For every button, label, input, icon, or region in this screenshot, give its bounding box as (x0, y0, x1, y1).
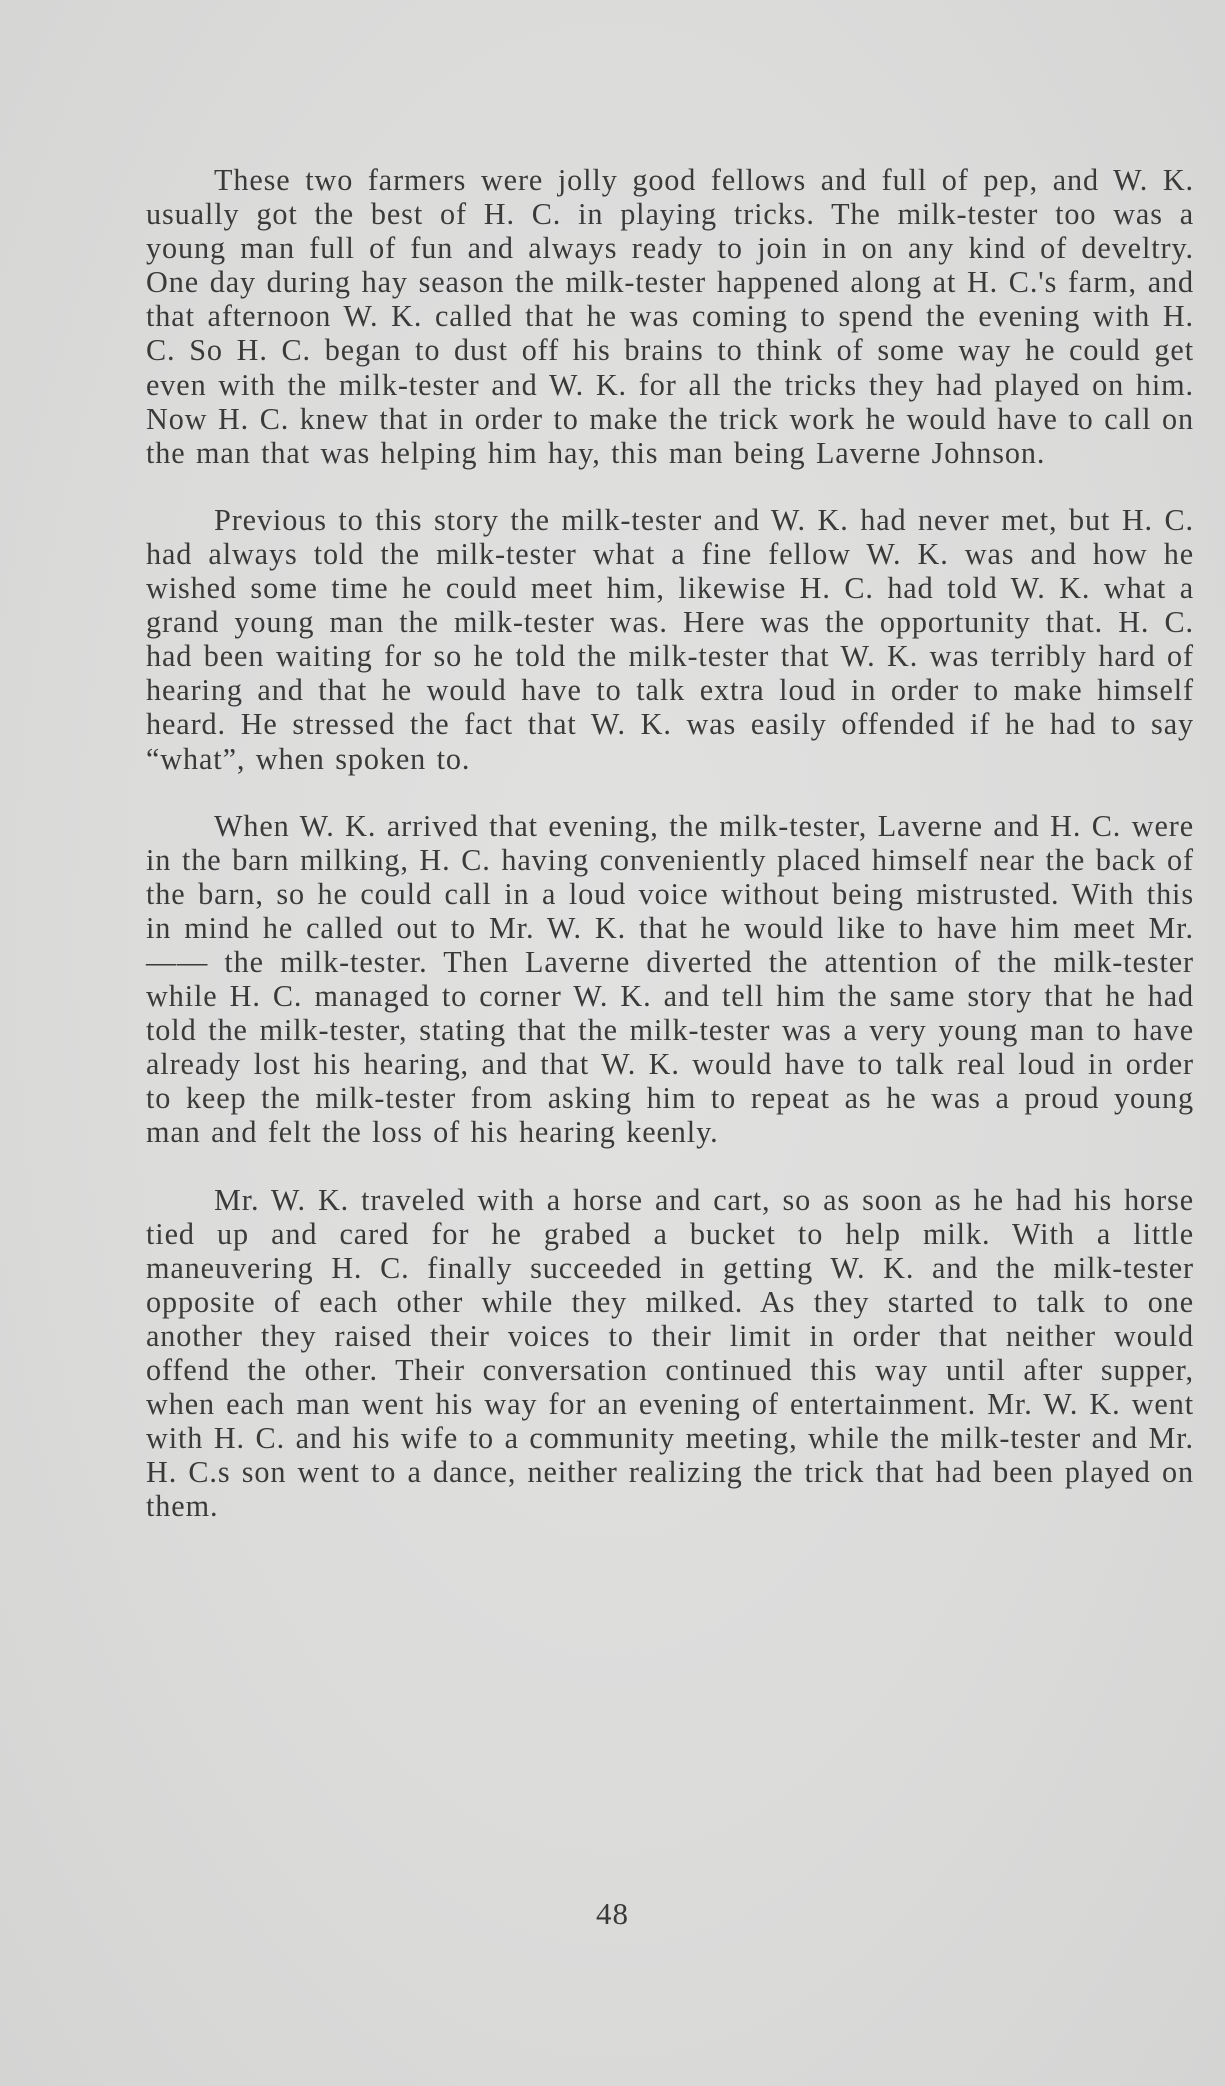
page-number: 48 (596, 1896, 629, 1931)
paragraph-1: These two farmers were jolly good fellows and full of pep, and W. K. usually got the best of H. C. in playing tricks. The milk-tester too was a young man full of fun and always ready to join in on any kind of develtry. One day during hay season the milk-tester happened along at H. C.'s farm, and that afternoon W. K. called that he was coming to spend the evening with H. C. So H. C. began to dust off his brains to think of some way he could get even with the milk-tester and W. K. for all the tricks they had played on him. Now H. C. knew that in order to make the trick work he would have to call on the man that was helping him hay, this man being Laverne Johnson. (146, 163, 1194, 470)
paragraph-3: When W. K. arrived that evening, the milk-tester, Laverne and H. C. were in the barn milking, H. C. having conveniently placed himself near the back of the barn, so he could call in a loud voice without being mistrusted. With this in mind he called out to Mr. W. K. that he would like to have him meet Mr. —— the milk-tester. Then Laverne diverted the attention of the milk-tester while H. C. managed to corner W. K. and tell him the same story that he had told the milk-tester, stating that the milk-tester was a very young man to have already lost his hearing, and that W. K. would have to talk real loud in order to keep the milk-tester from asking him to repeat as he was a proud young man and felt the loss of his hearing keenly. (146, 808, 1194, 1150)
body-text (146, 163, 1194, 1556)
paragraph-4: Mr. W. K. traveled with a horse and cart, so as soon as he had his horse tied up and cared for he grabed a bucket to help milk. With a little maneuvering H. C. finally succeeded in getting W. K. and the milk-tester opposite of each other while they milked. As they started to talk to one another they raised their voices to their limit in order that neither would offend the other. Their conversation continued this way until after supper, when each man went his way for an evening of entertainment. Mr. W. K. went with H. C. and his wife to a community meeting, while the milk-tester and Mr. H. C.s son went to a dance, neither realizing the trick that had been played on them. (146, 1182, 1194, 1524)
paragraph-2: Previous to this story the milk-tester and W. K. had never met, but H. C. had always told the milk-tester what a fine fellow W. K. was and how he wished some time he could meet him, likewise H. C. had told W. K. what a grand young man the milk-tester was. Here was the opportunity that. H. C. had been waiting for so he told the milk-tester that W. K. was terribly hard of hearing and that he would have to talk extra loud in order to make himself heard. He stressed the fact that W. K. was easily offended if he had to say “what”, when spoken to. (146, 502, 1194, 776)
